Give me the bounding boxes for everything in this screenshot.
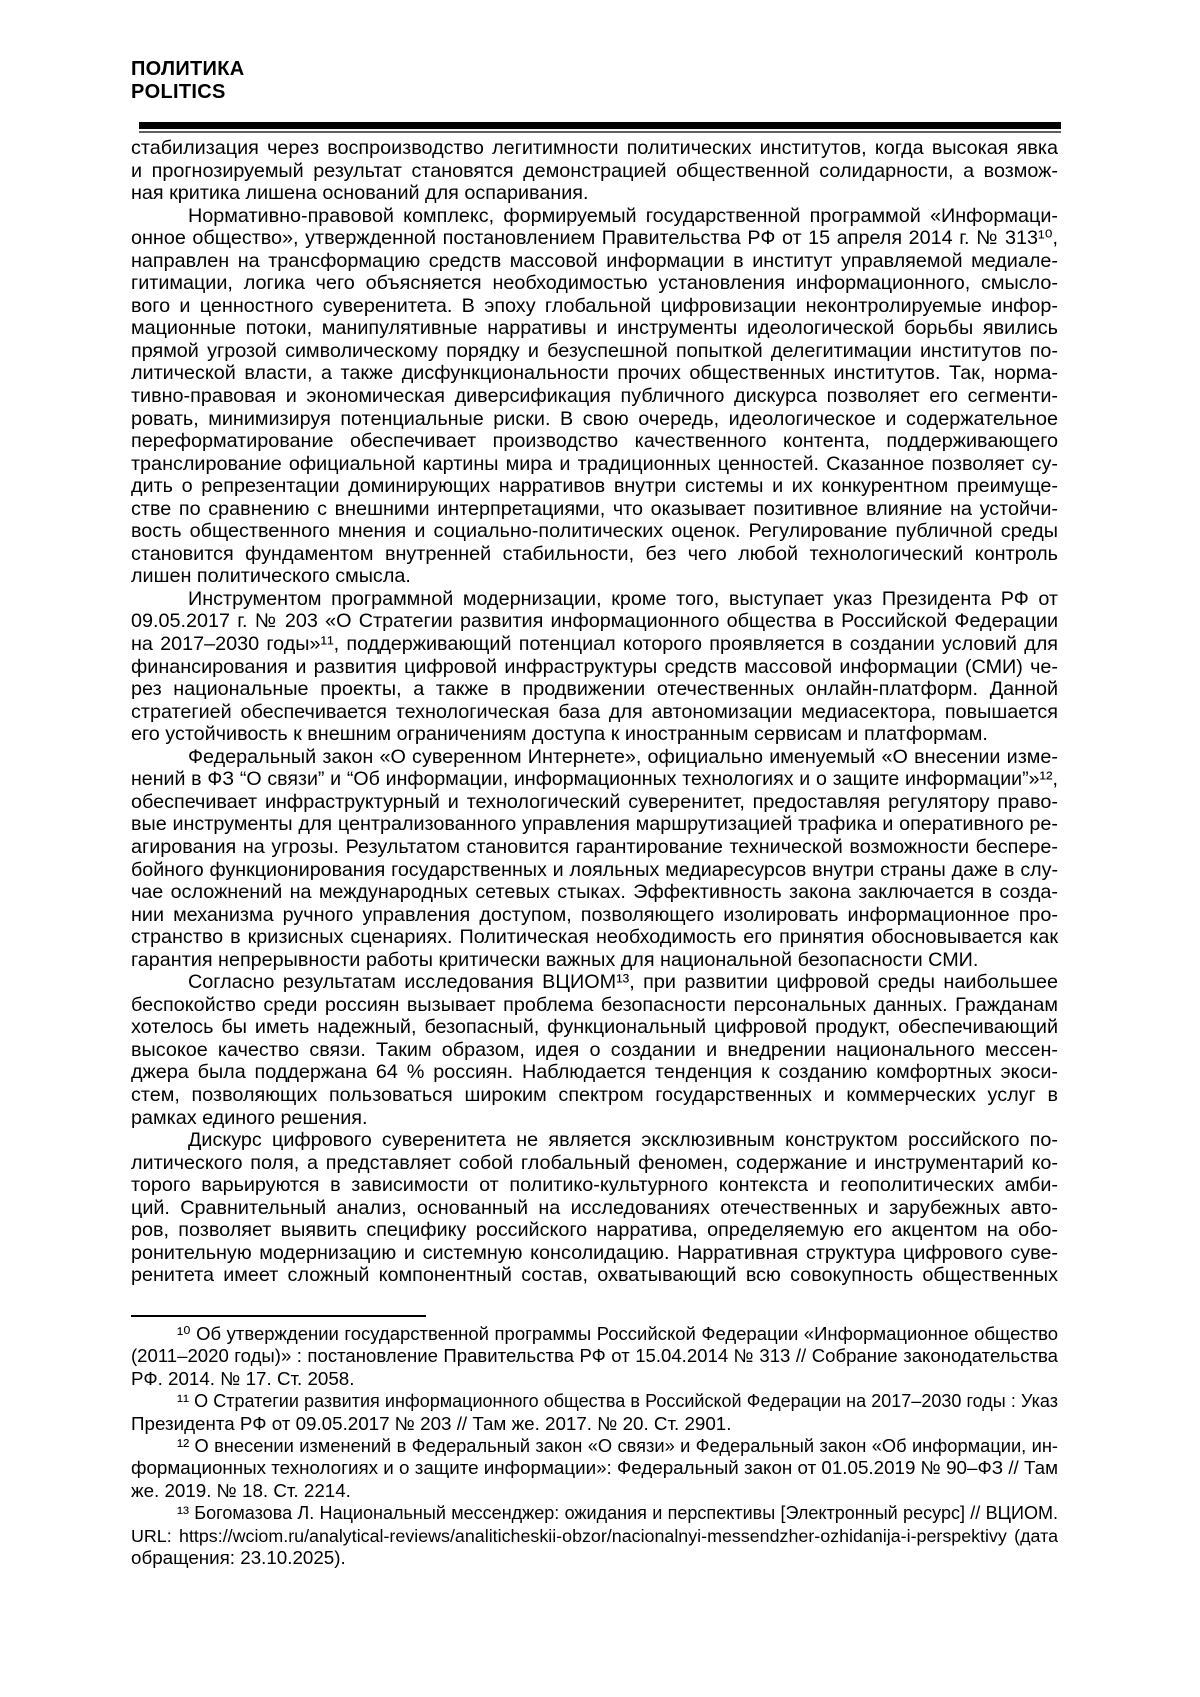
rubric-en: POLITICS xyxy=(131,81,226,103)
text-line: URL: https://wciom.ru/analytical-reviews/analiticheskii-obzor/nacionalnyi-messendzher-ozhidanija-i-perspektivy (дата xyxy=(131,1525,1058,1546)
text-line: прямой угрозой символическому порядку и безуспешной попыткой делегитимации институтов по- xyxy=(131,339,1058,362)
footnote xyxy=(131,1390,1058,1435)
text-line: направлен на трансформацию средств массовой информации в институт управляемой медиале- xyxy=(131,249,1058,272)
text-line: торого варьируются в зависимости от политико-культурного контекста и геополитических амби- xyxy=(131,1174,1058,1197)
footnotes-list xyxy=(131,1323,1058,1569)
text-line: вого и ценностного суверенитета. В эпоху глобальной цифровизации неконтролируемые инфор- xyxy=(131,294,1058,317)
text-line: ¹¹ О Стратегии развития информационного общества в Российской Федерации на 2017–2030 годы : Указ xyxy=(177,1391,1058,1412)
text-line: литической власти, а также дисфункциональности прочих общественных институтов. Так, норма- xyxy=(131,362,1058,385)
paragraph xyxy=(131,746,1058,971)
text-line: ций. Сравнительный анализ, основанный на исследованиях отечественных и зарубежных авто- xyxy=(131,1196,1058,1219)
text-line: ная критика лишена оснований для оспаривания. xyxy=(131,182,589,205)
footnote xyxy=(131,1323,1058,1390)
text-line: вость общественного мнения и социально-политических оценок. Регулирование публичной среды xyxy=(131,520,1058,543)
paragraph xyxy=(131,1129,1058,1287)
paragraph xyxy=(131,137,1058,205)
text-line: транслирование официальной картины мира и традиционных ценностей. Сказанное позволяет су- xyxy=(131,452,1058,475)
text-line: литического поля, а представляет собой глобальный феномен, содержание и инструментарий ко- xyxy=(131,1151,1058,1174)
text-line: онное общество», утвержденной постановлением Правительства РФ от 15 апреля 2014 г. № 313¹⁰, xyxy=(131,227,1058,250)
footnote-separator xyxy=(131,1315,426,1317)
text-line: рамках единого решения. xyxy=(131,1106,368,1129)
text-line: гарантия непрерывности работы критически важных для национальной безопасности СМИ. xyxy=(131,948,979,971)
text-line: Дискурс цифрового суверенитета не является эксклюзивным конструктом российского по- xyxy=(188,1129,1058,1152)
body-text xyxy=(131,137,1058,1287)
text-line: Президента РФ от 09.05.2017 № 203 // Там же. 2017. № 20. Ст. 2901. xyxy=(131,1412,732,1434)
text-line: стабилизация через воспроизводство легитимности политических институтов, когда высокая явка xyxy=(131,137,1058,159)
text-line: стратегией обеспечивается технологическая база для автономизации медиасектора, повышается xyxy=(131,700,1058,723)
text-line: стем, позволяющих пользоваться широким спектром государственных и коммерческих услуг в xyxy=(131,1083,1058,1106)
text-line: чае осложнений на международных сетевых стыках. Эффективность закона заключается в созда- xyxy=(131,881,1058,904)
text-line: становится фундаментом внутренней стабильности, без чего любой технологический контроль xyxy=(131,542,1058,565)
text-line: ров, позволяет выявить специфику российского нарратива, определяемую его акцентом на обо- xyxy=(131,1219,1058,1242)
text-line: РФ. 2014. № 17. Ст. 2058. xyxy=(131,1367,355,1389)
text-line: нии механизма ручного управления доступом, позволяющего изолировать информационное про- xyxy=(131,903,1058,926)
text-line: формационных технологиях и о защите информации»: Федеральный закон от 01.05.2019 № 90–ФЗ // Там xyxy=(131,1457,1058,1479)
text-line: ¹³ Богомазова Л. Национальный мессенджер: ожидания и перспективы [Электронный ресурс] // ВЦИОМ. xyxy=(177,1503,1058,1524)
text-line: нений в ФЗ “О связи” и “Об информации, информационных технологиях и о защите информации”»¹², xyxy=(131,768,1058,791)
text-line: дить о репрезентации доминирующих нарративов внутри системы и их конкурентном преимуще- xyxy=(131,475,1058,498)
paragraph xyxy=(131,971,1058,1129)
text-line: его устойчивость к внешним ограничениям доступа к иностранным сервисам и платформам. xyxy=(131,723,988,746)
text-line: финансирования и развития цифровой инфраструктуры средств массовой информации (СМИ) че- xyxy=(131,655,1058,678)
text-line: Согласно результатам исследования ВЦИОМ¹³, при развитии цифровой среды наибольшее xyxy=(188,971,1058,994)
text-line: гитимации, логика чего объясняется необходимостью установления информационного, смысло- xyxy=(131,272,1058,295)
text-line: агирования на угрозы. Результатом становится гарантирование технической возможности беспере- xyxy=(131,835,1058,858)
text-line: рез национальные проекты, а также в продвижении отечественных онлайн-платформ. Данной xyxy=(131,678,1058,701)
text-line: хотелось бы иметь надежный, безопасный, функциональный цифровой продукт, обеспечивающий xyxy=(131,1016,1058,1039)
text-line: 09.05.2017 г. № 203 «О Стратегии развития информационного общества в Российской Федерации xyxy=(131,610,1058,633)
text-line: Инструментом программной модернизации, кроме того, выступает указ Президента РФ от xyxy=(188,587,1058,610)
text-line: лишен политического смысла. xyxy=(131,565,411,588)
text-line: высокое качество связи. Таким образом, идея о создании и внедрении национального мессен- xyxy=(131,1038,1058,1061)
text-line: стве по сравнению с внешними интерпретациями, что оказывает позитивное влияние на устойчи- xyxy=(131,497,1058,520)
text-line: бойного функционирования государственных и лояльных медиаресурсов внутри страны даже в слу- xyxy=(131,858,1058,881)
running-head xyxy=(131,58,1058,104)
header-rule xyxy=(139,122,1061,133)
text-line: обеспечивает инфраструктурный и технологический суверенитет, предоставляя регулятору право- xyxy=(131,790,1058,813)
text-line: ровать, минимизируя потенциальные риски. В свою очередь, идеологическое и содержательное xyxy=(131,407,1058,430)
text-line: тивно-правовая и экономическая диверсификация публичного дискурса позволяет его сегменти- xyxy=(131,385,1058,408)
text-line: переформатирование обеспечивает производство качественного контента, поддерживающего xyxy=(131,430,1058,453)
text-line: ронительную модернизацию и системную консолидацию. Нарративная структура цифрового суве- xyxy=(131,1241,1058,1264)
text-line: на 2017–2030 годы»¹¹, поддерживающий потенциал которого проявляется в создании условий для xyxy=(131,633,1058,656)
text-line: беспокойство среди россиян вызывает проблема безопасности персональных данных. Гражданам xyxy=(131,993,1058,1016)
header-rule-thick-line xyxy=(139,122,1061,129)
text-line: джера была поддержана 64 % россиян. Наблюдается тенденция к созданию комфортных экоси- xyxy=(131,1061,1058,1084)
text-line: обращения: 23.10.2025). xyxy=(131,1546,346,1568)
text-line: ¹⁰ Об утверждении государственной программы Российской Федерации «Информационное общество xyxy=(177,1323,1058,1344)
footnote xyxy=(131,1435,1058,1502)
paragraph xyxy=(131,588,1058,746)
text-line: (2011–2020 годы)» : постановление Правительства РФ от 15.04.2014 № 313 // Собрание законодательства xyxy=(131,1345,1058,1367)
text-line: ¹² О внесении изменений в Федеральный закон «О связи» и Федеральный закон «Об информации, ин- xyxy=(177,1434,1058,1456)
text-line: ренитета имеет сложный компонентный состав, охватывающий всю совокупность общественных xyxy=(131,1264,1058,1287)
paragraph xyxy=(131,205,1058,588)
text-line: вые инструменты для централизованного управления маршрутизацией трафика и оперативного ре- xyxy=(131,813,1058,836)
text-line: и прогнозируемый результат становятся демонстрацией общественной солидарности, а возмож- xyxy=(131,159,1058,182)
text-line: же. 2019. № 18. Ст. 2214. xyxy=(131,1479,351,1501)
text-line: Нормативно-правовой комплекс, формируемый государственной программой «Информаци- xyxy=(188,204,1058,227)
text-line: странство в кризисных сценариях. Политическая необходимость его принятия обосновывается как xyxy=(131,926,1058,949)
text-line: Федеральный закон «О суверенном Интернете», официально именуемый «О внесении изме- xyxy=(188,745,1058,768)
rubric-ru: ПОЛИТИКА xyxy=(131,58,245,80)
text-line: мационные потоки, манипулятивные нарративы и инструменты идеологической борьбы явились xyxy=(131,317,1058,340)
footnote xyxy=(131,1502,1058,1569)
header-rule-thin-line xyxy=(139,131,1061,133)
